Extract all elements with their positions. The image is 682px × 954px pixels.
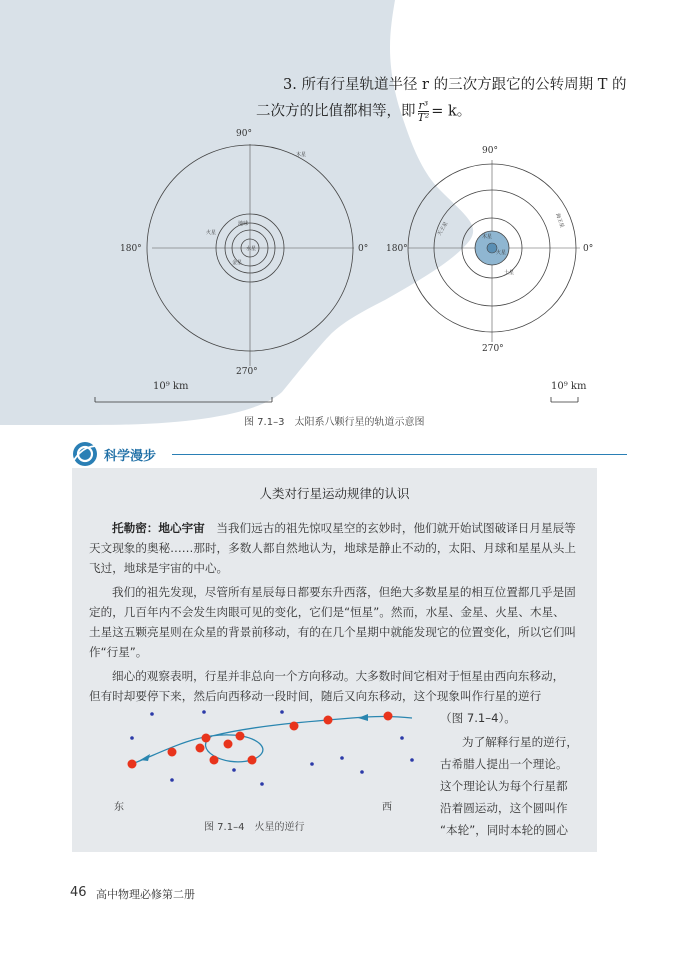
- kepler-law-suffix: = k。: [431, 103, 472, 120]
- angle-label-0: 0°: [358, 244, 369, 254]
- star: [170, 778, 174, 782]
- left-scale-bar: [94, 394, 274, 404]
- angle-label-270: 270°: [482, 344, 504, 354]
- angle-label-90: 90°: [482, 146, 498, 156]
- angle-label-270: 270°: [236, 367, 258, 377]
- path-arrow-east: [358, 714, 368, 721]
- planet-label-jupiter: 木星: [296, 152, 307, 158]
- right-scale-label: 10⁹ km: [551, 381, 587, 392]
- sidebar-line-15: “本轮”，同时本轮的圆心: [440, 823, 568, 837]
- kepler-law-line-2: [256, 100, 471, 123]
- figure-714-caption: 图 7.1–4 火星的逆行: [204, 822, 305, 833]
- star: [410, 758, 414, 762]
- kepler-law-line-1: 3. 所有行星轨道半径 r 的三次方跟它的公转周期 T 的: [283, 77, 627, 93]
- mars-position: [168, 748, 177, 757]
- planet-label-uranus: 天王星: [436, 220, 450, 237]
- sidebar-line-5: 定的，几百年内不会发生肉眼可见的变化，它们是“恒星”。然而，水星、金星、火星、木星、: [89, 605, 565, 619]
- section-lead: 托勒密：地心宇宙: [112, 521, 205, 535]
- mars-position: [210, 756, 219, 765]
- star: [280, 710, 284, 714]
- mars-positions: [128, 712, 393, 769]
- planet-label-saturn: 土星: [504, 270, 515, 276]
- planet-label-jupiter: 木星: [482, 234, 493, 240]
- mars-position: [196, 744, 205, 753]
- sidebar-line-13: 这个理论认为每个行星都: [440, 779, 568, 793]
- mars-position: [290, 722, 299, 731]
- planet-label-earth: 地球: [238, 221, 249, 227]
- sidebar-line-6: 土星这五颗亮星则在众星的背景前移动，有的在几个星期中就能发现它的位置变化，所以它们叫: [89, 625, 576, 639]
- sidebar-line-3: 飞过，地球是宇宙的中心。: [89, 561, 229, 575]
- science-walk-header: [70, 440, 630, 468]
- sidebar-line-12: 古希腊人提出一个理论。: [440, 757, 568, 771]
- page-number: 46: [70, 885, 87, 900]
- planet-label-mercury: 水星: [246, 246, 257, 252]
- kepler-law-prefix: 二次方的比值都相等，即: [256, 103, 416, 120]
- star: [260, 782, 264, 786]
- east-label: 东: [114, 802, 124, 813]
- planet-label-venus: 金星: [232, 260, 243, 266]
- angle-label-0: 0°: [583, 244, 594, 254]
- sidebar-line-2: 天文现象的奥秘……那时，多数人都自然地认为，地球是静止不动的，太阳、月球和星星从头上: [89, 541, 576, 555]
- planet-label-mars: 火星: [496, 250, 507, 256]
- star: [150, 712, 154, 716]
- path-arrow-west: [140, 754, 150, 761]
- star: [340, 756, 344, 760]
- fraction-numerator: r³: [418, 99, 429, 112]
- angle-label-180: 180°: [120, 244, 142, 254]
- planet-label-mars: 火星: [206, 230, 217, 236]
- mars-position: [128, 760, 137, 769]
- outer-orbit-diagram: [386, 146, 598, 354]
- star: [232, 768, 236, 772]
- star: [310, 762, 314, 766]
- sidebar-line-1: [112, 520, 576, 536]
- left-scale-label: 10⁹ km: [153, 381, 189, 392]
- sidebar-title: 人类对行星运动规律的认识: [259, 486, 410, 501]
- kepler-fraction: [418, 100, 430, 123]
- mars-path-line: [132, 717, 412, 765]
- star: [130, 736, 134, 740]
- mars-position: [202, 734, 211, 743]
- inner-orbit-diagram: [120, 130, 380, 390]
- mars-retrograde-diagram: [112, 708, 432, 798]
- west-label: 西: [382, 802, 392, 813]
- sidebar-line-4: 我们的祖先发现，尽管所有星辰每日都要东升西落，但绝大多数星星的相互位置都几乎是固: [112, 585, 576, 599]
- science-walk-box: [72, 468, 597, 852]
- angle-label-180: 180°: [386, 244, 408, 254]
- fraction-denominator: T²: [417, 111, 430, 124]
- sidebar-line-11: 为了解释行星的逆行，: [462, 735, 578, 749]
- star: [400, 736, 404, 740]
- figure-713-caption: 图 7.1–3 太阳系八颗行星的轨道示意图: [244, 417, 425, 428]
- sidebar-line-9: 但有时却要停下来，然后向西移动一段时间，随后又向东移动，这个现象叫作行星的逆行: [89, 689, 542, 703]
- star: [360, 770, 364, 774]
- angle-label-90: 90°: [236, 129, 252, 139]
- mars-position: [236, 732, 245, 741]
- sidebar-line-10: （图 7.1–4）。: [440, 711, 516, 725]
- book-title: 高中物理必修第二册: [96, 888, 195, 901]
- line-text: 当我们远古的祖先惊叹星空的玄妙时，他们就开始试图破译日月星辰等: [204, 521, 576, 535]
- sidebar-line-8: 细心的观察表明，行星并非总向一个方向移动。大多数时间它相对于恒星由西向东移动，: [112, 669, 565, 683]
- science-walk-label: 科学漫步: [104, 449, 157, 464]
- mars-position: [384, 712, 393, 721]
- star: [202, 710, 206, 714]
- right-scale-bar: [550, 394, 580, 404]
- mars-position: [248, 756, 257, 765]
- planet-label-neptune: 海王星: [554, 212, 565, 229]
- sidebar-line-7: 作“行星”。: [89, 645, 148, 659]
- science-walk-logo-icon: [70, 440, 102, 468]
- mars-position: [324, 716, 333, 725]
- header-divider: [172, 454, 627, 455]
- mars-position: [224, 740, 233, 749]
- sidebar-line-14: 沿着圆运动，这个圆叫作: [440, 801, 568, 815]
